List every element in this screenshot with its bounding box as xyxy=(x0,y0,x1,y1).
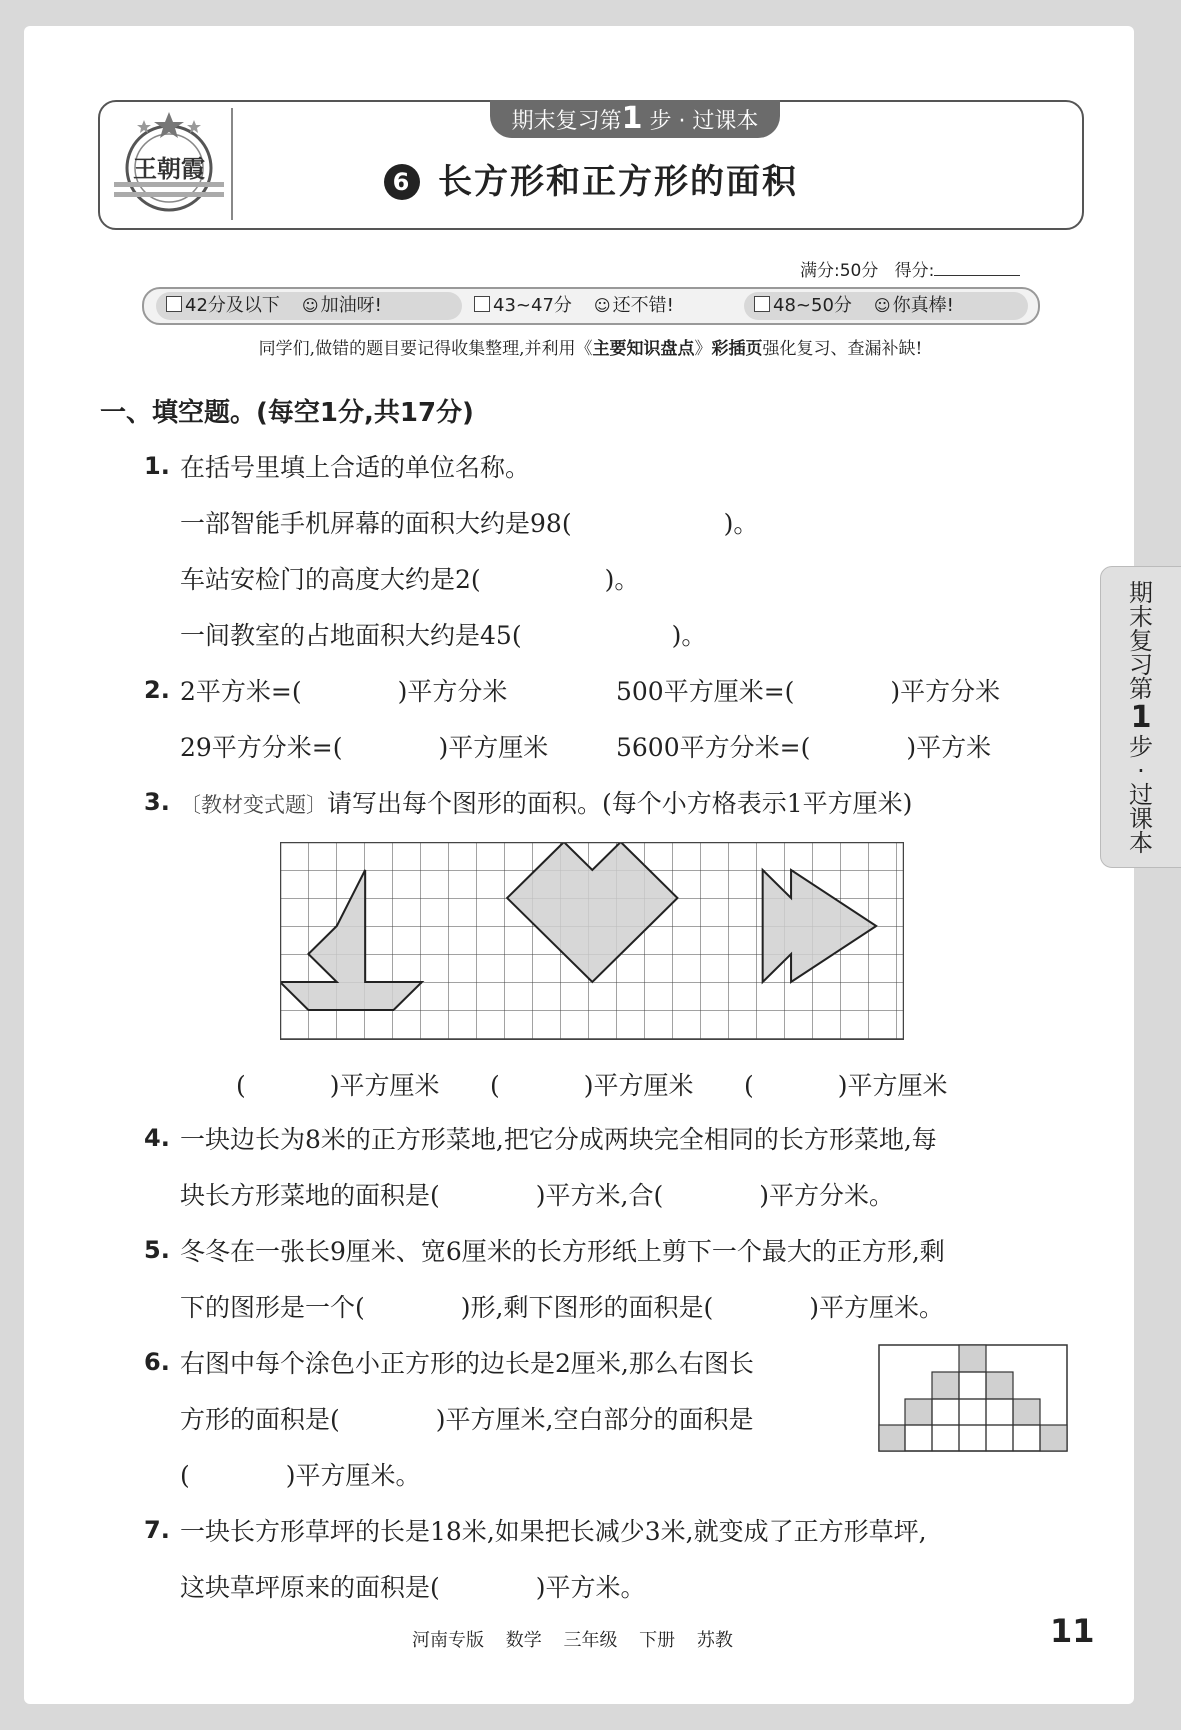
chapter-title: 6 长方形和正方形的面积 xyxy=(100,154,1082,203)
score-blank[interactable] xyxy=(934,275,1020,276)
q6-line-3: ( )平方厘米。 xyxy=(180,1461,421,1490)
q2-item-d: 5600平方分米=( )平方米 xyxy=(616,733,992,762)
staircase-figure xyxy=(878,1344,1068,1452)
q3-answer-2: ( )平方厘米 xyxy=(490,1071,694,1100)
q3-answer-1: ( )平方厘米 xyxy=(236,1071,440,1100)
checkbox[interactable] xyxy=(754,296,770,312)
q1-line-1: 一部智能手机屏幕的面积大约是98( )。 xyxy=(180,509,759,538)
q1-line-3: 一间教室的占地面积大约是45( )。 xyxy=(180,621,707,650)
page-number: 11 xyxy=(1050,1612,1095,1650)
question-number: 3. xyxy=(144,788,170,816)
q4-line-1: 一块边长为8米的正方形菜地,把它分成两块完全相同的长方形菜地,每 xyxy=(180,1125,937,1154)
smile-face-icon: ☺ xyxy=(301,296,319,315)
q7-line-2: 这块草坪原来的面积是( )平方米。 xyxy=(180,1573,646,1602)
smile-face-icon: ☺ xyxy=(873,296,891,315)
checkbox[interactable] xyxy=(166,296,182,312)
question-number: 2. xyxy=(144,676,170,704)
grid-figures xyxy=(280,842,904,1040)
q4-line-2: 块长方形菜地的面积是( )平方米,合( )平方分米。 xyxy=(180,1181,894,1210)
side-tab: 期 末 复 习 第 1 步 · 过 课 本 xyxy=(1100,566,1181,868)
q2-item-a: 2平方米=( )平方分米 xyxy=(180,677,508,706)
footer-text: 河南专版 数学 三年级 下册 苏教 xyxy=(412,1630,733,1651)
question-number: 6. xyxy=(144,1348,170,1376)
q3-answer-3: ( )平方厘米 xyxy=(744,1071,948,1100)
q5-line-2: 下的图形是一个( )形,剩下图形的面积是( )平方厘米。 xyxy=(180,1293,944,1322)
q3-text: 〔教材变式题〕请写出每个图形的面积。(每个小方格表示1平方厘米) xyxy=(180,789,913,818)
q1-line-2: 车站安检门的高度大约是2( )。 xyxy=(180,565,640,594)
question-number: 5. xyxy=(144,1236,170,1264)
section-title: 一、填空题。(每空1分,共17分) xyxy=(100,398,474,428)
question-number: 4. xyxy=(144,1124,170,1152)
rating-option-low[interactable]: 42分及以下 ☺ 加油呀! xyxy=(156,292,462,320)
instruction-note: 同学们,做错的题目要记得收集整理,并利用《主要知识盘点》彩插页强化复习、查漏补缺! xyxy=(258,339,923,359)
chapter-header xyxy=(98,100,1084,230)
q2-item-c: 29平方分米=( )平方厘米 xyxy=(180,733,549,762)
q2-item-b: 500平方厘米=( )平方分米 xyxy=(616,677,1001,706)
question-text: 在括号里填上合适的单位名称。 xyxy=(180,453,531,482)
question-number: 1. xyxy=(144,452,170,480)
checkbox[interactable] xyxy=(474,296,490,312)
q6-line-1: 右图中每个涂色小正方形的边长是2厘米,那么右图长 xyxy=(180,1349,754,1378)
chapter-number-badge: 6 xyxy=(384,164,420,200)
q7-line-1: 一块长方形草坪的长是18米,如果把长减少3米,就变成了正方形草坪, xyxy=(180,1517,927,1546)
question-number: 7. xyxy=(144,1516,170,1544)
score-line: 满分:50分 得分: xyxy=(800,256,1020,281)
q6-line-2: 方形的面积是( )平方厘米,空白部分的面积是 xyxy=(180,1405,754,1434)
rating-option-mid[interactable]: 43~47分 ☺ 还不错! xyxy=(464,292,744,320)
rating-option-high[interactable]: 48~50分 ☺ 你真棒! xyxy=(744,292,1028,320)
smile-face-icon: ☺ xyxy=(593,296,611,315)
svg-text:王朝霞: 王朝霞 xyxy=(133,154,205,183)
rating-bar xyxy=(142,287,1040,325)
q5-line-1: 冬冬在一张长9厘米、宽6厘米的长方形纸上剪下一个最大的正方形,剩 xyxy=(180,1237,945,1266)
step-tab: 期末复习第1 步 · 过课本 xyxy=(490,100,780,138)
